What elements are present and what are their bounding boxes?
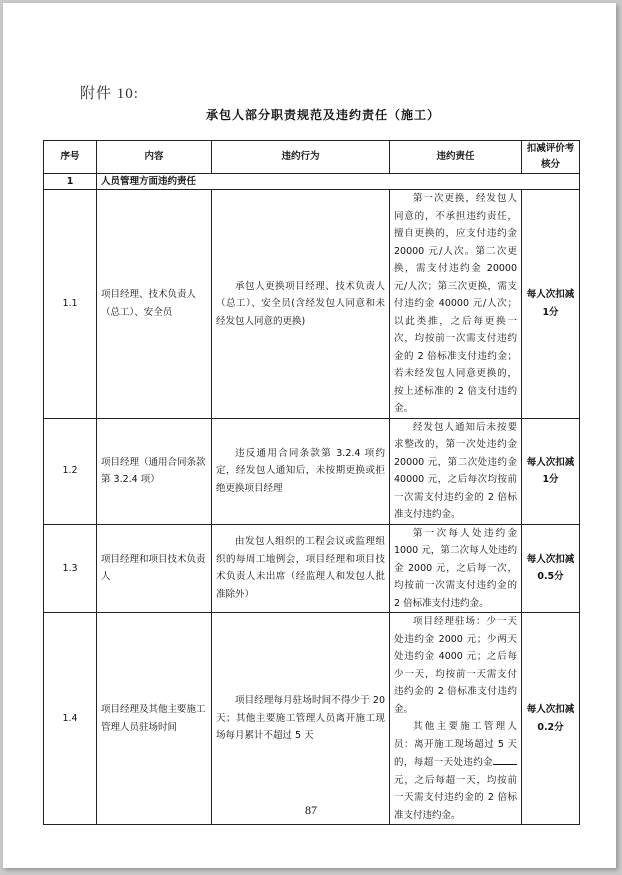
row-liability: 第一次每人处违约金1000 元，第二次每人处违约金 2000 元，之后每一次，均按前一次需支付违约金的 2 倍标准支付违约金。 <box>390 524 522 613</box>
row-liability: 第一次更换，经发包人同意的，不承担违约责任，擅自更换的，应支付违约金20000 元/人次。第二次更换，需支付违约金 20000 元/人次；第三次更换，需支付违约金 40000 元/人次；以此类推，之后每更换一次，均按前一次需支付违约金的 2 倍标准支付违约金；若未经发包人同意更换的，按上述标准的 2 倍支付违约金。 <box>390 190 522 419</box>
row-content: 项目经理（通用合同条款第 3.2.4 项） <box>97 418 212 524</box>
page-number: 87 <box>305 803 317 817</box>
header-liability: 违约责任 <box>390 141 522 174</box>
liability-text-after-blank: 元，之后每超一天，均按前一天需支付违约金的 2 倍标准支付违约金。 <box>394 774 517 821</box>
row-liability <box>390 613 522 825</box>
table-row <box>44 190 580 419</box>
row-score: 每人次扣减1分 <box>522 418 580 524</box>
row-no: 1.1 <box>44 190 97 419</box>
liability-text-before-blank: 其他主要施工管理人员：离开施工现场超过 5 天的，每超一天处违约金 <box>394 721 517 768</box>
table-row <box>44 418 580 524</box>
row-no: 1.3 <box>44 524 97 613</box>
document-title: 承包人部分职责规范及违约责任（施工） <box>205 108 440 122</box>
row-content: 项目经理及其他主要施工管理人员驻场时间 <box>97 613 212 825</box>
row-score: 每人次扣减0.2分 <box>522 613 580 825</box>
section-no: 1 <box>44 174 97 190</box>
header-behavior: 违约行为 <box>212 141 390 174</box>
row-behavior: 由发包人组织的工程会议或监理组织的每周工地例会，项目经理和项目技术负责人未出席（经监理人和发包人批准除外） <box>212 524 390 613</box>
table-row <box>44 524 580 613</box>
row-behavior: 违反通用合同条款第 3.2.4 项约定，经发包人通知后，未按期更换或拒绝更换项目经理 <box>212 418 390 524</box>
row-behavior: 承包人更换项目经理、技术负责人（总工）、安全员(含经发包人同意和未经发包人同意的更换) <box>212 190 390 419</box>
row-liability: 经发包人通知后未按要求整改的，第一次处违约金20000 元，第二次处违约金40000 元，之后每次均按前一次需支付违约金的 2 倍标准支付违约金。 <box>390 418 522 524</box>
row-content: 项目经理和项目技术负责人 <box>97 524 212 613</box>
row-content: 项目经理、技术负责人（总工）、安全员 <box>97 190 212 419</box>
row-no: 1.2 <box>44 418 97 524</box>
row-score: 每人次扣减0.5分 <box>522 524 580 613</box>
table-header-row <box>44 141 580 174</box>
liability-table <box>43 140 580 825</box>
table-row <box>44 613 580 825</box>
section-title: 人员管理方面违约责任 <box>97 174 580 190</box>
header-score: 扣减评价考核分 <box>522 141 580 174</box>
header-content: 内容 <box>97 141 212 174</box>
attachment-label: 附件 10: <box>80 86 139 102</box>
row-no: 1.4 <box>44 613 97 825</box>
row-score: 每人次扣减1分 <box>522 190 580 419</box>
liability-paragraph-1: 项目经理驻场：少一天处违约金 2000 元；少两天处违约金 4000 元；之后每少一天，均按前一天需支付违约金的 2 倍标准支付违约金。 <box>394 616 517 715</box>
fill-in-blank <box>493 753 517 765</box>
section-row <box>44 174 580 190</box>
row-behavior: 项目经理每月驻场时间不得少于 20 天；其他主要施工管理人员离开施工现场每月累计不超过 5 天 <box>212 613 390 825</box>
header-no: 序号 <box>44 141 97 174</box>
